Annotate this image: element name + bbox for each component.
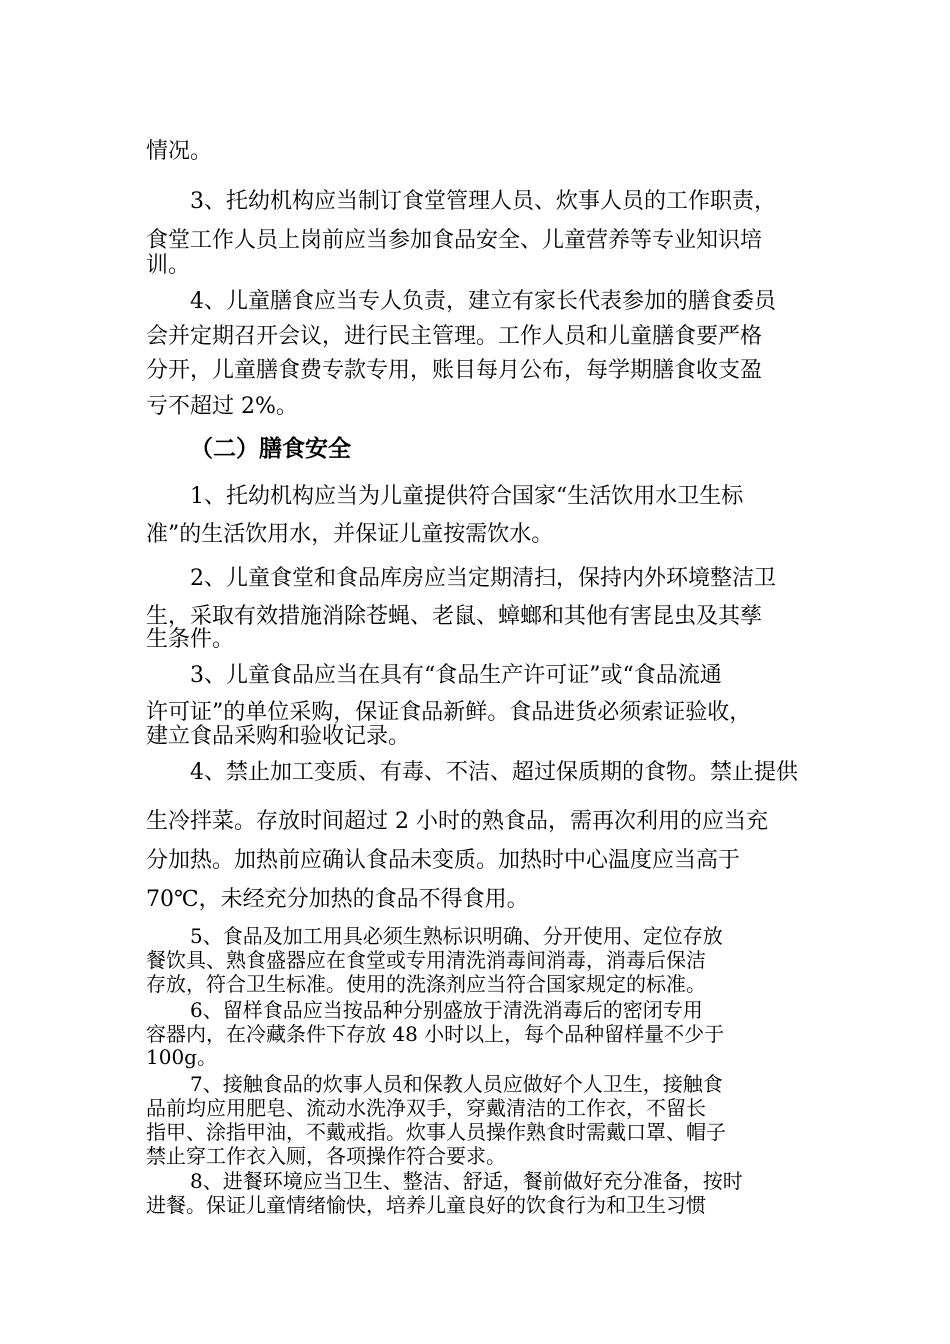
section-heading: （二）膳食安全 <box>190 436 351 462</box>
paragraph-line: 训。 <box>146 253 191 278</box>
paragraph-line: 3、儿童食品应当在具有“食品生产许可证”或“食品流通 <box>190 663 722 688</box>
paragraph-line: 存放，符合卫生标准。使用的洗涤剂应当符合国家规定的标准。 <box>146 972 706 996</box>
paragraph-line: 亏不超过 2%。 <box>146 394 298 419</box>
paragraph-line: 食堂工作人员上岗前应当参加食品安全、儿童营养等专业知识培 <box>146 228 763 253</box>
paragraph-line: 分加热。加热前应确认食品未变质。加热时中心温度应当高于 <box>146 848 741 873</box>
paragraph-line: 禁止穿工作衣入厕，各项操作符合要求。 <box>146 1144 506 1168</box>
paragraph-line: 分开，儿童膳食费专款专用，账目每月公布，每学期膳食收支盈 <box>146 358 763 383</box>
paragraph-line: 4、儿童膳食应当专人负责，建立有家长代表参加的膳食委员 <box>190 289 776 314</box>
paragraph-line: 会并定期召开会议，进行民主管理。工作人员和儿童膳食要严格 <box>146 324 763 349</box>
paragraph-line: 生，采取有效措施消除苍蝇、老鼠、蟑螂和其他有害昆虫及其孳 <box>146 604 763 629</box>
paragraph-line: 建立食品采购和验收记录。 <box>146 724 411 749</box>
paragraph-line: 餐饮具、熟食盛器应在食堂或专用清洗消毒间消毒，消毒后保洁 <box>146 948 706 972</box>
paragraph-line: 生条件。 <box>146 627 235 652</box>
paragraph-line: 3、托幼机构应当制订食堂管理人员、炊事人员的工作职责， <box>190 189 776 214</box>
paragraph-line: 指甲、涂指甲油，不戴戒指。炊事人员操作熟食时需戴口罩、帽子 <box>146 1120 726 1144</box>
paragraph-line: 4、禁止加工变质、有毒、不洁、超过保质期的食物。禁止提供 <box>190 760 798 785</box>
paragraph-line: 进餐。保证儿童情绪愉快，培养儿童良好的饮食行为和卫生习惯 <box>146 1193 706 1217</box>
paragraph-line: 情况。 <box>146 139 213 164</box>
paragraph-line: 生冷拌菜。存放时间超过 2 小时的熟食品，需再次利用的应当充 <box>146 809 768 834</box>
paragraph-line: 1、托幼机构应当为儿童提供符合国家“生活饮用水卫生标 <box>190 484 744 509</box>
paragraph-line: 8、进餐环境应当卫生、整洁、舒适，餐前做好充分准备，按时 <box>190 1169 743 1193</box>
paragraph-line: 2、儿童食堂和食品库房应当定期清扫，保持内外环境整洁卫 <box>190 566 776 591</box>
paragraph-line: 品前均应用肥皂、流动水洗净双手，穿戴清洁的工作衣，不留长 <box>146 1096 706 1120</box>
paragraph-line: 6、留样食品应当按品种分别盛放于清洗消毒后的密闭专用 <box>190 998 703 1022</box>
paragraph-line: 70℃，未经充分加热的食品不得食用。 <box>146 887 529 912</box>
paragraph-line: 5、食品及加工用具必须生熟标识明确、分开使用、定位存放 <box>190 924 723 948</box>
paragraph-line: 准”的生活饮用水，并保证儿童按需饮水。 <box>146 522 554 547</box>
paragraph-line: 100g。 <box>146 1045 217 1069</box>
paragraph-line: 7、接触食品的炊事人员和保教人员应做好个人卫生，接触食 <box>190 1072 723 1096</box>
paragraph-line: 许可证”的单位采购，保证食品新鲜。食品进货必须索证验收， <box>146 700 752 725</box>
paragraph-line: 容器内，在冷藏条件下存放 48 小时以上，每个品种留样量不少于 <box>146 1022 725 1046</box>
